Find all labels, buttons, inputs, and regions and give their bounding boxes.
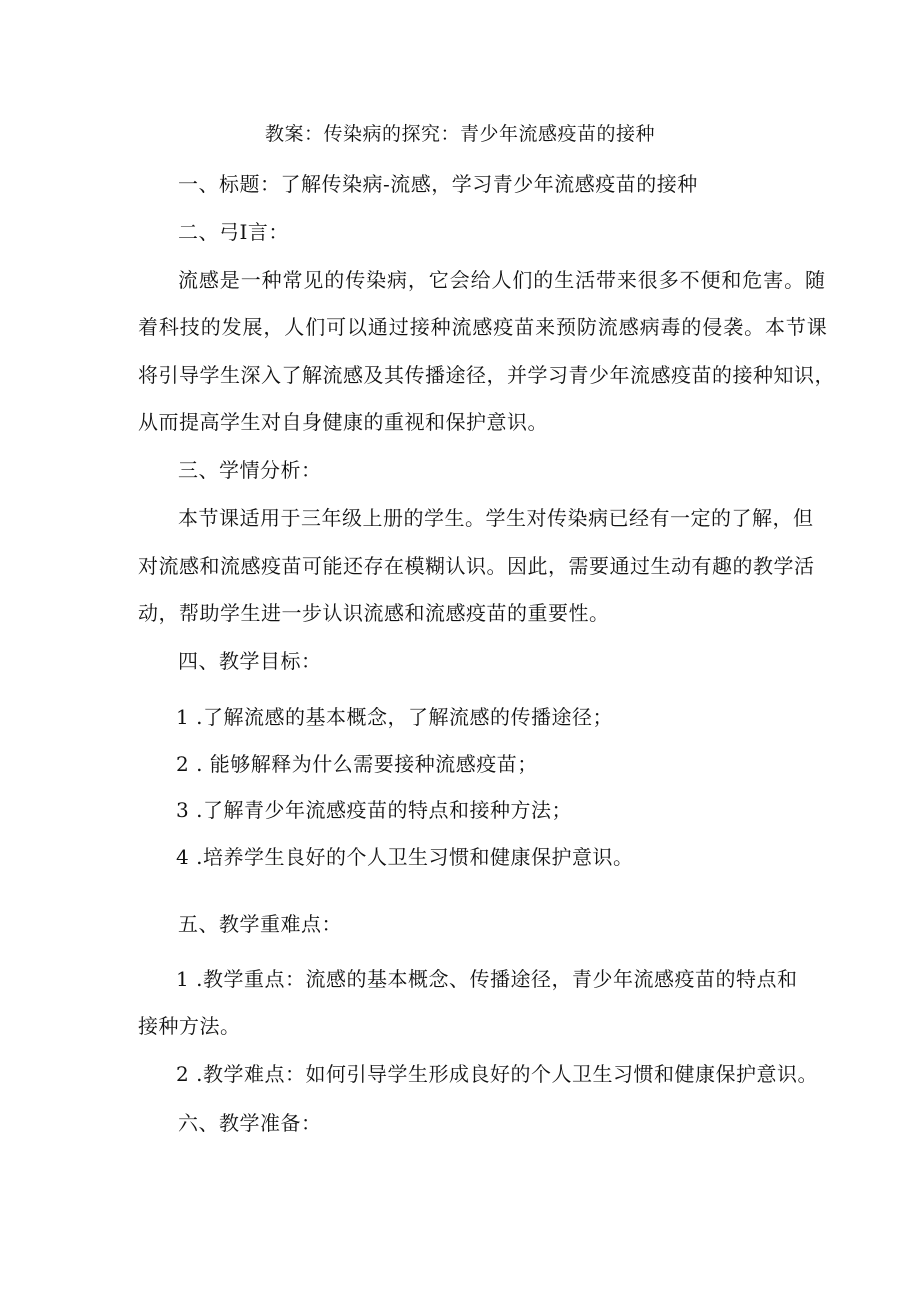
- objective-item-2: 2 . 能够解释为什么需要接种流感疫苗；: [176, 752, 538, 776]
- section1-heading: 一、标题：了解传染病-流感，学习青少年流感疫苗的接种: [178, 172, 698, 196]
- section6-heading: 六、教学准备：: [178, 1111, 322, 1135]
- section2-heading: 二、弓I言：: [178, 220, 289, 244]
- section5-heading: 五、教学重难点：: [178, 912, 342, 936]
- document-title: 教案：传染病的探究：青少年流感疫苗的接种: [264, 123, 655, 145]
- analysis-line-2: 对流感和流感疫苗可能还存在模糊认识。因此，需要通过生动有趣的教学活: [138, 554, 815, 578]
- intro-line-1: 流感是一种常见的传染病，它会给人们的生活带来很多不便和危害。随: [178, 268, 826, 292]
- analysis-line-1: 本节课适用于三年级上册的学生。学生对传染病已经有一定的了解，但: [178, 506, 814, 530]
- objective-item-3: 3 .了解青少年流感疫苗的特点和接种方法；: [176, 798, 572, 822]
- intro-line-3: 将引导学生深入了解流感及其传播途径，并学习青少年流感疫苗的接种知识，: [138, 363, 835, 387]
- objective-item-1: 1 .了解流感的基本概念，了解流感的传播途径；: [176, 705, 613, 729]
- keypoint-1-line-2: 接种方法。: [138, 1014, 241, 1038]
- intro-line-2: 着科技的发展，人们可以通过接种流感疫苗来预防流感病毒的侵袭。本节课: [138, 315, 828, 339]
- section3-heading: 三、学情分析：: [178, 458, 322, 482]
- analysis-line-3: 动，帮助学生进一步认识流感和流感疫苗的重要性。: [138, 601, 610, 625]
- keypoint-1-line-1: 1 .教学重点：流感的基本概念、传播途径，青少年流感疫苗的特点和: [176, 967, 798, 991]
- section4-heading: 四、教学目标：: [178, 649, 322, 673]
- intro-line-4: 从而提高学生对自身健康的重视和保护意识。: [138, 410, 548, 434]
- objective-item-4: 4 .培养学生良好的个人卫生习惯和健康保护意识。: [176, 845, 634, 869]
- keypoint-2: 2 .教学难点：如何引导学生形成良好的个人卫生习惯和健康保护意识。: [176, 1062, 818, 1086]
